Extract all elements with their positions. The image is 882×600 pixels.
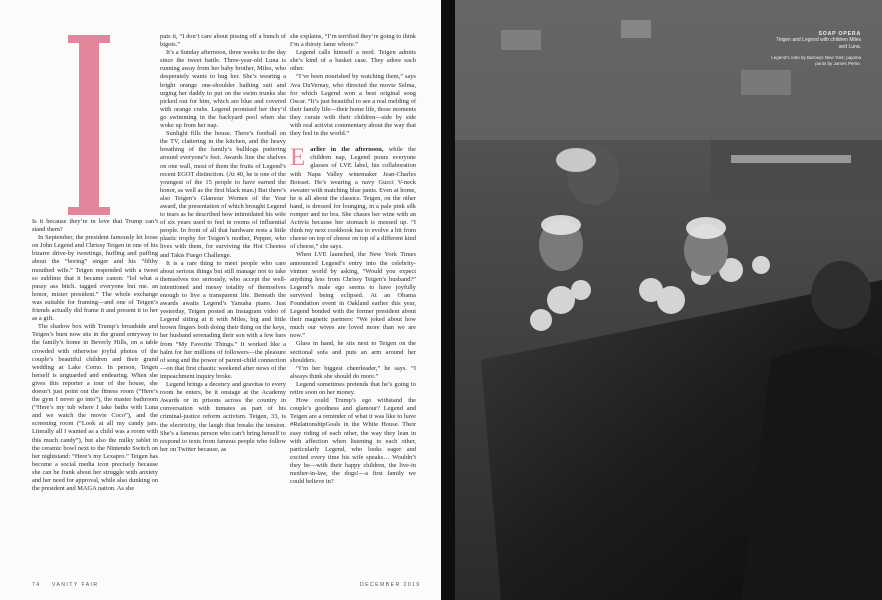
caption-text: Teigen and Legend with children Miles and Luna. [776, 37, 861, 50]
paragraph: Glass in hand, he sits next to Teigen on the sectional sofa and puts an arm around her shoulders. [290, 340, 416, 364]
paragraph: It’s a Sunday afternoon, three weeks to the day since the tweet battle. Three-year-old Luna is running away from her baby brother, Miles, who desperately wants to hug her. She’s wearing a bright orange one-shoulder bathing suit and urging her daddy to put on the swim trunks she picked out for him, which are blue and covered with orange crabs. Legend promised her they’d go swimming in the backyard pool when she woke up from her nap. [160, 49, 286, 130]
photo-illustration [441, 0, 882, 600]
magazine-name: VANITY FAIR [51, 582, 99, 588]
issue-date: DECEMBER 2019 [360, 582, 421, 588]
column-1 [32, 218, 158, 493]
paragraph: How could Trump’s ego withstand the couple’s goodness and glamour? Legend and Teigen are a reminder of what it was like to have #RelationshipGoals in the White House. Their easy riding of each other, the way they lean in with affection when listening to each other, particularly Legend, who looks eager and excited every time his wife speaks… Wouldn’t they be—with their happy children, the live-in mother-in-law, the dogs!—a first family we could believe in? [290, 397, 416, 486]
paragraph: It is a rare thing to meet people who care about serious things but still manage not to take themselves too seriously, who accept the well-intentioned and messy totality of themselves enough to live a transparent life. Beneath the awards awaits Legend’s Yamaha piano. Just yesterday, Teigen posted an Instagram video of Legend sitting at it with Miles, big and little brown fingers both doing their thing on the keys, her husband serenading their son with a few bars from “My Favorite Things.” It worked like a balm for her millions of followers—the pleasure of song and the power of parent-child connection—on that first chaotic weekend after news of the impeachment inquiry broke. [160, 259, 286, 380]
caption-credit: Legend’s robe by Barneys New York; pajama pants by James Perse. [771, 55, 861, 66]
paragraph: Is it because they’re in love that Trump can’t stand them? [32, 218, 158, 234]
paragraph: When LVE launched, the New York Times announced Legend’s entry into the celebrity-vintner world by asking, “Would you expect anything less from Chrissy Teigen’s husband?” Legend’s male ego seems to have joyfully survived being eclipsed. At an Obama Foundation event in Oakland earlier this year, Legend bonded with the former president about their magnetic partners: “We joked about how much our wives are loved more than we are now.” [290, 251, 416, 340]
page-number: 74 [32, 582, 41, 588]
drop-cap-letter-e: E [290, 144, 306, 172]
column-2 [160, 33, 286, 454]
paragraph: she explains, “I’m terrified they’re going to think I’m a thirsty fame whore.” [290, 33, 416, 49]
drop-cap-letter-i [62, 35, 116, 215]
lead-in-text: arlier in the afternoon, [310, 146, 384, 154]
paragraph: “I’m her biggest cheerleader,” he says. “I always think she should do more.” [290, 364, 416, 380]
paragraph: Legend calls himself a nerd. Teigen admits she’s kind of a basket case. They adore each other. [290, 49, 416, 73]
column-3 [290, 33, 416, 486]
paragraph: In September, the president famously let loose on John Legend and Chrissy Teigen in one of his bizarre drive-by tweetings, huffing and puffing about the “boring” singer and his “filthy mouthed wife.” Teigen responded with a tweet so sublime that it became canon: “lol what a pussy ass bitch. tagged everyone but me. an honor, mister president.” The whole exchange was suitable for framing—and one of Teigen’s friends actually did frame it and present it to her as a gift. [32, 234, 158, 323]
caption-headline: SOAP OPERA [818, 31, 861, 37]
family-photo [441, 0, 882, 600]
section-lead-paragraph [290, 146, 416, 251]
paragraph: Sunlight fills the house. There’s football on the TV, clattering in the kitchen, and the heavy breathing of the family’s bulldogs puttering around everyone’s feet. Awards line the shelves on one wall, most of them the fruits of Legend’s recent EGOT distinction. (At 40, he is one of the youngest of the 15 people to have earned the honor, as well as the first black man.) But there’s also Teigen’s Glamour Women of the Year award, the presentation of which brought Legend to tears as he described how intimidated his wife of six years used to feel in rooms of influential people. In front of all that hardware rests a little plastic trophy for Teigen’s mother, Pepper, who lives with them, for surviving the Hot Cheetos and Takis Fuego Challenge. [160, 130, 286, 259]
paragraph: Legend sometimes pretends that he’s going to retire soon on her money. [290, 380, 416, 397]
paragraph: Legend brings a decency and gravitas to every room he enters, be it onstage at the Academy Awards or in prisons across the country in conversation with inmates as part of his criminal-justice reform activism. Teigen, 33, is the electricity, the laugh that breaks the tension. She’s a famous person who can’t bring herself to respond to texts from famous people who follow her on Twitter because, as [160, 381, 286, 453]
page-folio [32, 582, 99, 588]
paragraph: puts it, “I don’t care about pissing off a bunch of bigots.” [160, 33, 286, 49]
photo-caption [771, 31, 861, 66]
paragraph-text: while the children nap, Legend pours everyone glasses of LVE label, his collaboration with Napa Valley winemaker Jean-Charles Boisset. He’s wearing a navy Gucci V-neck sweater with matching blue pants. Even at home, he is all about the classics. Teigen, on the other hand, is dressed for lounging, in a pale pink silk romper and no bra. She chases her wine with an Activia because her stomach is messed up. “I think my next cookbook has to evolve a bit from cheese on top of cheese on top of a different kind of cheese,” she says. [290, 146, 416, 251]
paragraph: “I’ve been nourished by watching them,” says Ava DuVernay, who directed the movie Selma, for which Legend won a best original song Oscar. “It’s just beautiful to see a real melding of their family life—their home life, those moments they curate with their children—side by side with real activist commentary about the way that they feel in the world.” [290, 73, 416, 138]
paragraph: The shadow box with Trump’s broadside and Teigen’s burn now sits in the grand entryway to the family’s home in Beverly Hills, on a table crowded with otherwise joyful photos of the couple’s beautiful children and their grand wedding at Lake Como. In person, Teigen herself is unguarded and endearing. When she gives this reporter a tour of the house, she doesn’t just point out the fitness room (“Here’s the gym I never go into”), the master bathroom (“Here’s my tub where I take baths with Luna and we watch the movie Coco”), and the screening room (“Look at all my candy jars. Literally all I wanted as a child was a room with this much candy”), but also the milky tablet in the ceramic bowl next to the Nintendo Switch on her nightstand: “Here’s my Lexapro.” Teigen has become a social media icon precisely because she can be frank about her struggle with anxiety and her need for approval, while also dunking on the president and MAGA nation. As she [32, 323, 158, 493]
